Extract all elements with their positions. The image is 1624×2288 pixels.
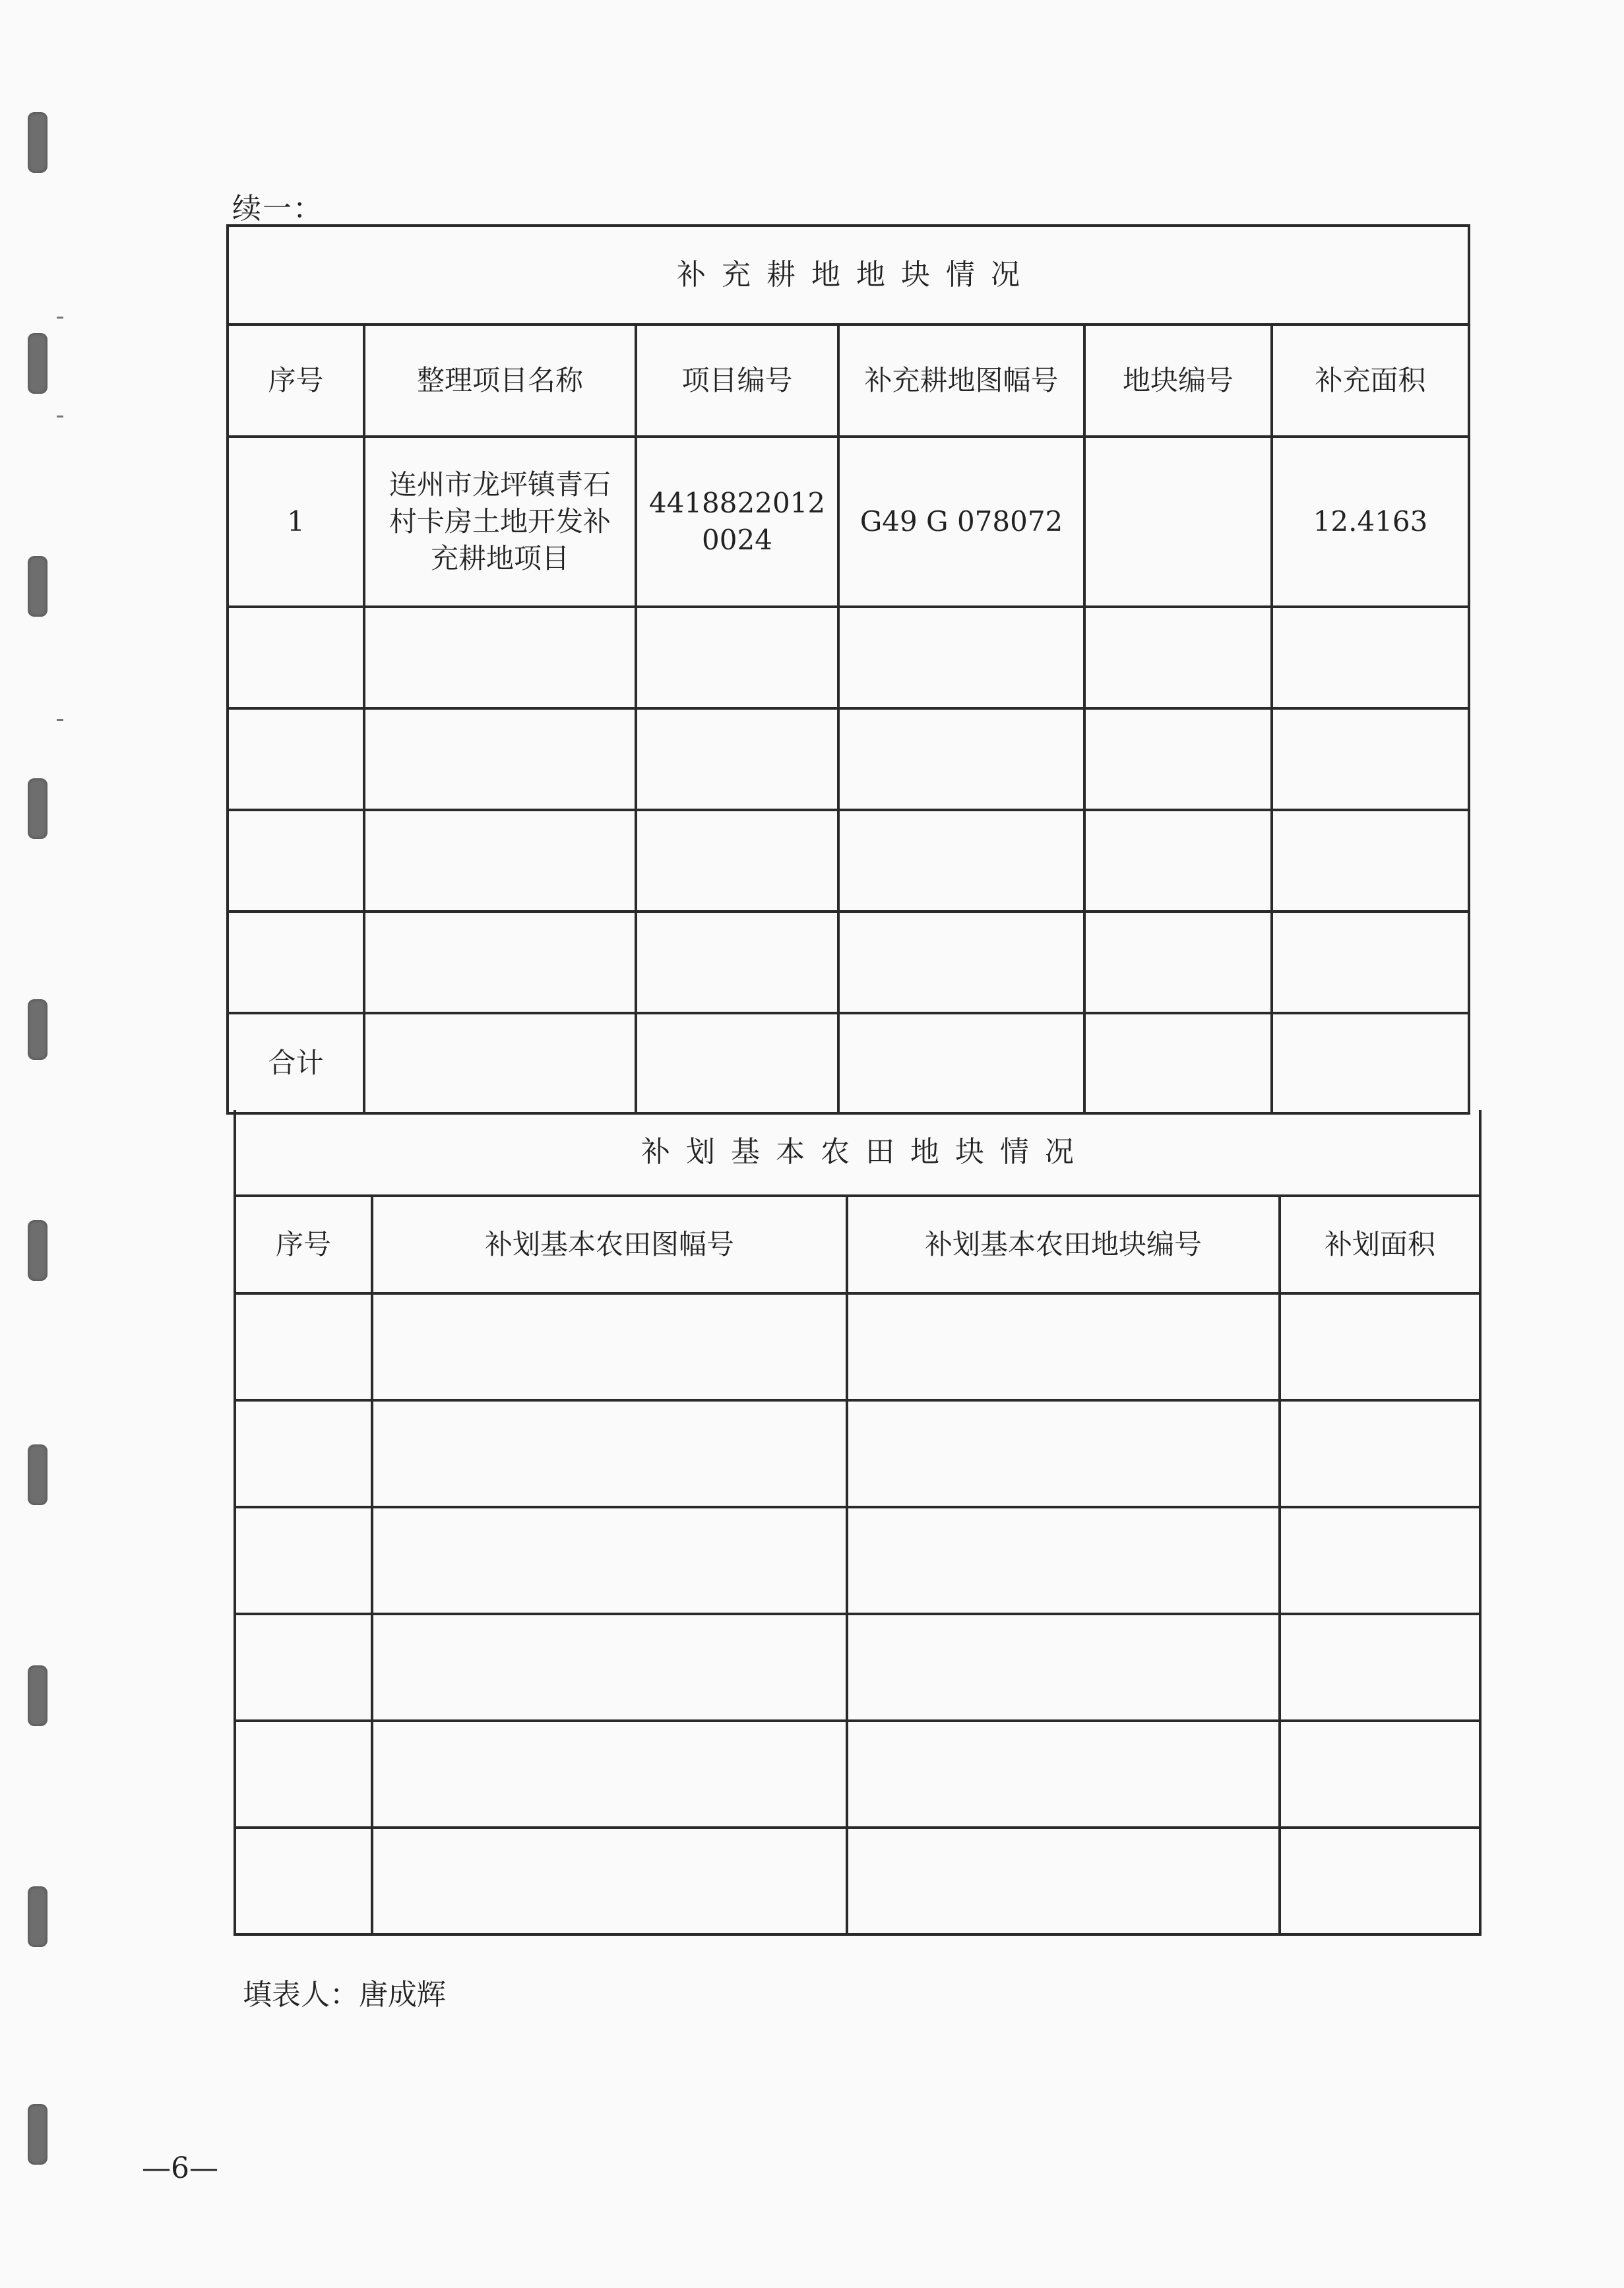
- header-cell: 序号: [235, 1196, 372, 1293]
- punch-hole: [28, 333, 47, 394]
- total-label: 合计: [228, 1013, 364, 1113]
- punch-hole: [28, 2104, 47, 2165]
- punch-hole: [28, 1665, 47, 1726]
- table-row: [235, 1293, 1480, 1400]
- punch-hole: [28, 1886, 47, 1947]
- project-code-cell: 44188220120024: [636, 437, 838, 607]
- basic-farmland-table: [234, 1110, 1482, 1936]
- parcel-no-cell: [1084, 437, 1272, 607]
- page-number: —6—: [142, 2151, 218, 2185]
- punch-hole: [28, 1444, 47, 1505]
- punch-hole: [28, 556, 47, 617]
- punch-hole: [28, 112, 47, 173]
- header-cell: 项目编号: [636, 325, 838, 437]
- table-row: [228, 810, 1469, 912]
- header-cell: 补划基本农田图幅号: [372, 1196, 847, 1293]
- map-sheet-cell: G49 G 078072: [838, 437, 1084, 607]
- header-cell: 地块编号: [1084, 325, 1272, 437]
- project-name-cell: 连州市龙坪镇青石村卡房土地开发补充耕地项目: [364, 437, 636, 607]
- form-filler: 填表人：唐成辉: [243, 1978, 446, 2012]
- table-row: [228, 912, 1469, 1013]
- section-title: 补划基本农田地块情况: [235, 1110, 1480, 1196]
- section-title: 补充耕地地块情况: [228, 226, 1469, 325]
- table-row: [235, 1614, 1480, 1721]
- table-row: [235, 1828, 1480, 1934]
- area-cell: 12.4163: [1272, 437, 1469, 607]
- table-row: [235, 1507, 1480, 1614]
- header-cell: 补充耕地图幅号: [838, 325, 1084, 437]
- punch-hole: [28, 778, 47, 839]
- table-row: [228, 1013, 1469, 1113]
- table-row: [235, 1400, 1480, 1507]
- continuation-label: 续一：: [232, 192, 323, 226]
- scan-mark: [57, 719, 63, 721]
- header-cell: 补充面积: [1272, 325, 1469, 437]
- table-row: [228, 607, 1469, 708]
- table-row: [228, 708, 1469, 810]
- supplementary-farmland-table: [226, 224, 1470, 1115]
- header-cell: 整理项目名称: [364, 325, 636, 437]
- punch-hole: [28, 999, 47, 1060]
- scan-mark: [57, 317, 63, 319]
- table-row: [235, 1721, 1480, 1828]
- table-row: [228, 437, 1469, 607]
- header-cell: 补划面积: [1280, 1196, 1480, 1293]
- punch-hole: [28, 1220, 47, 1281]
- header-cell: 序号: [228, 325, 364, 437]
- header-cell: 补划基本农田地块编号: [847, 1196, 1280, 1293]
- scan-mark: [57, 416, 63, 417]
- seq-cell: 1: [228, 437, 364, 607]
